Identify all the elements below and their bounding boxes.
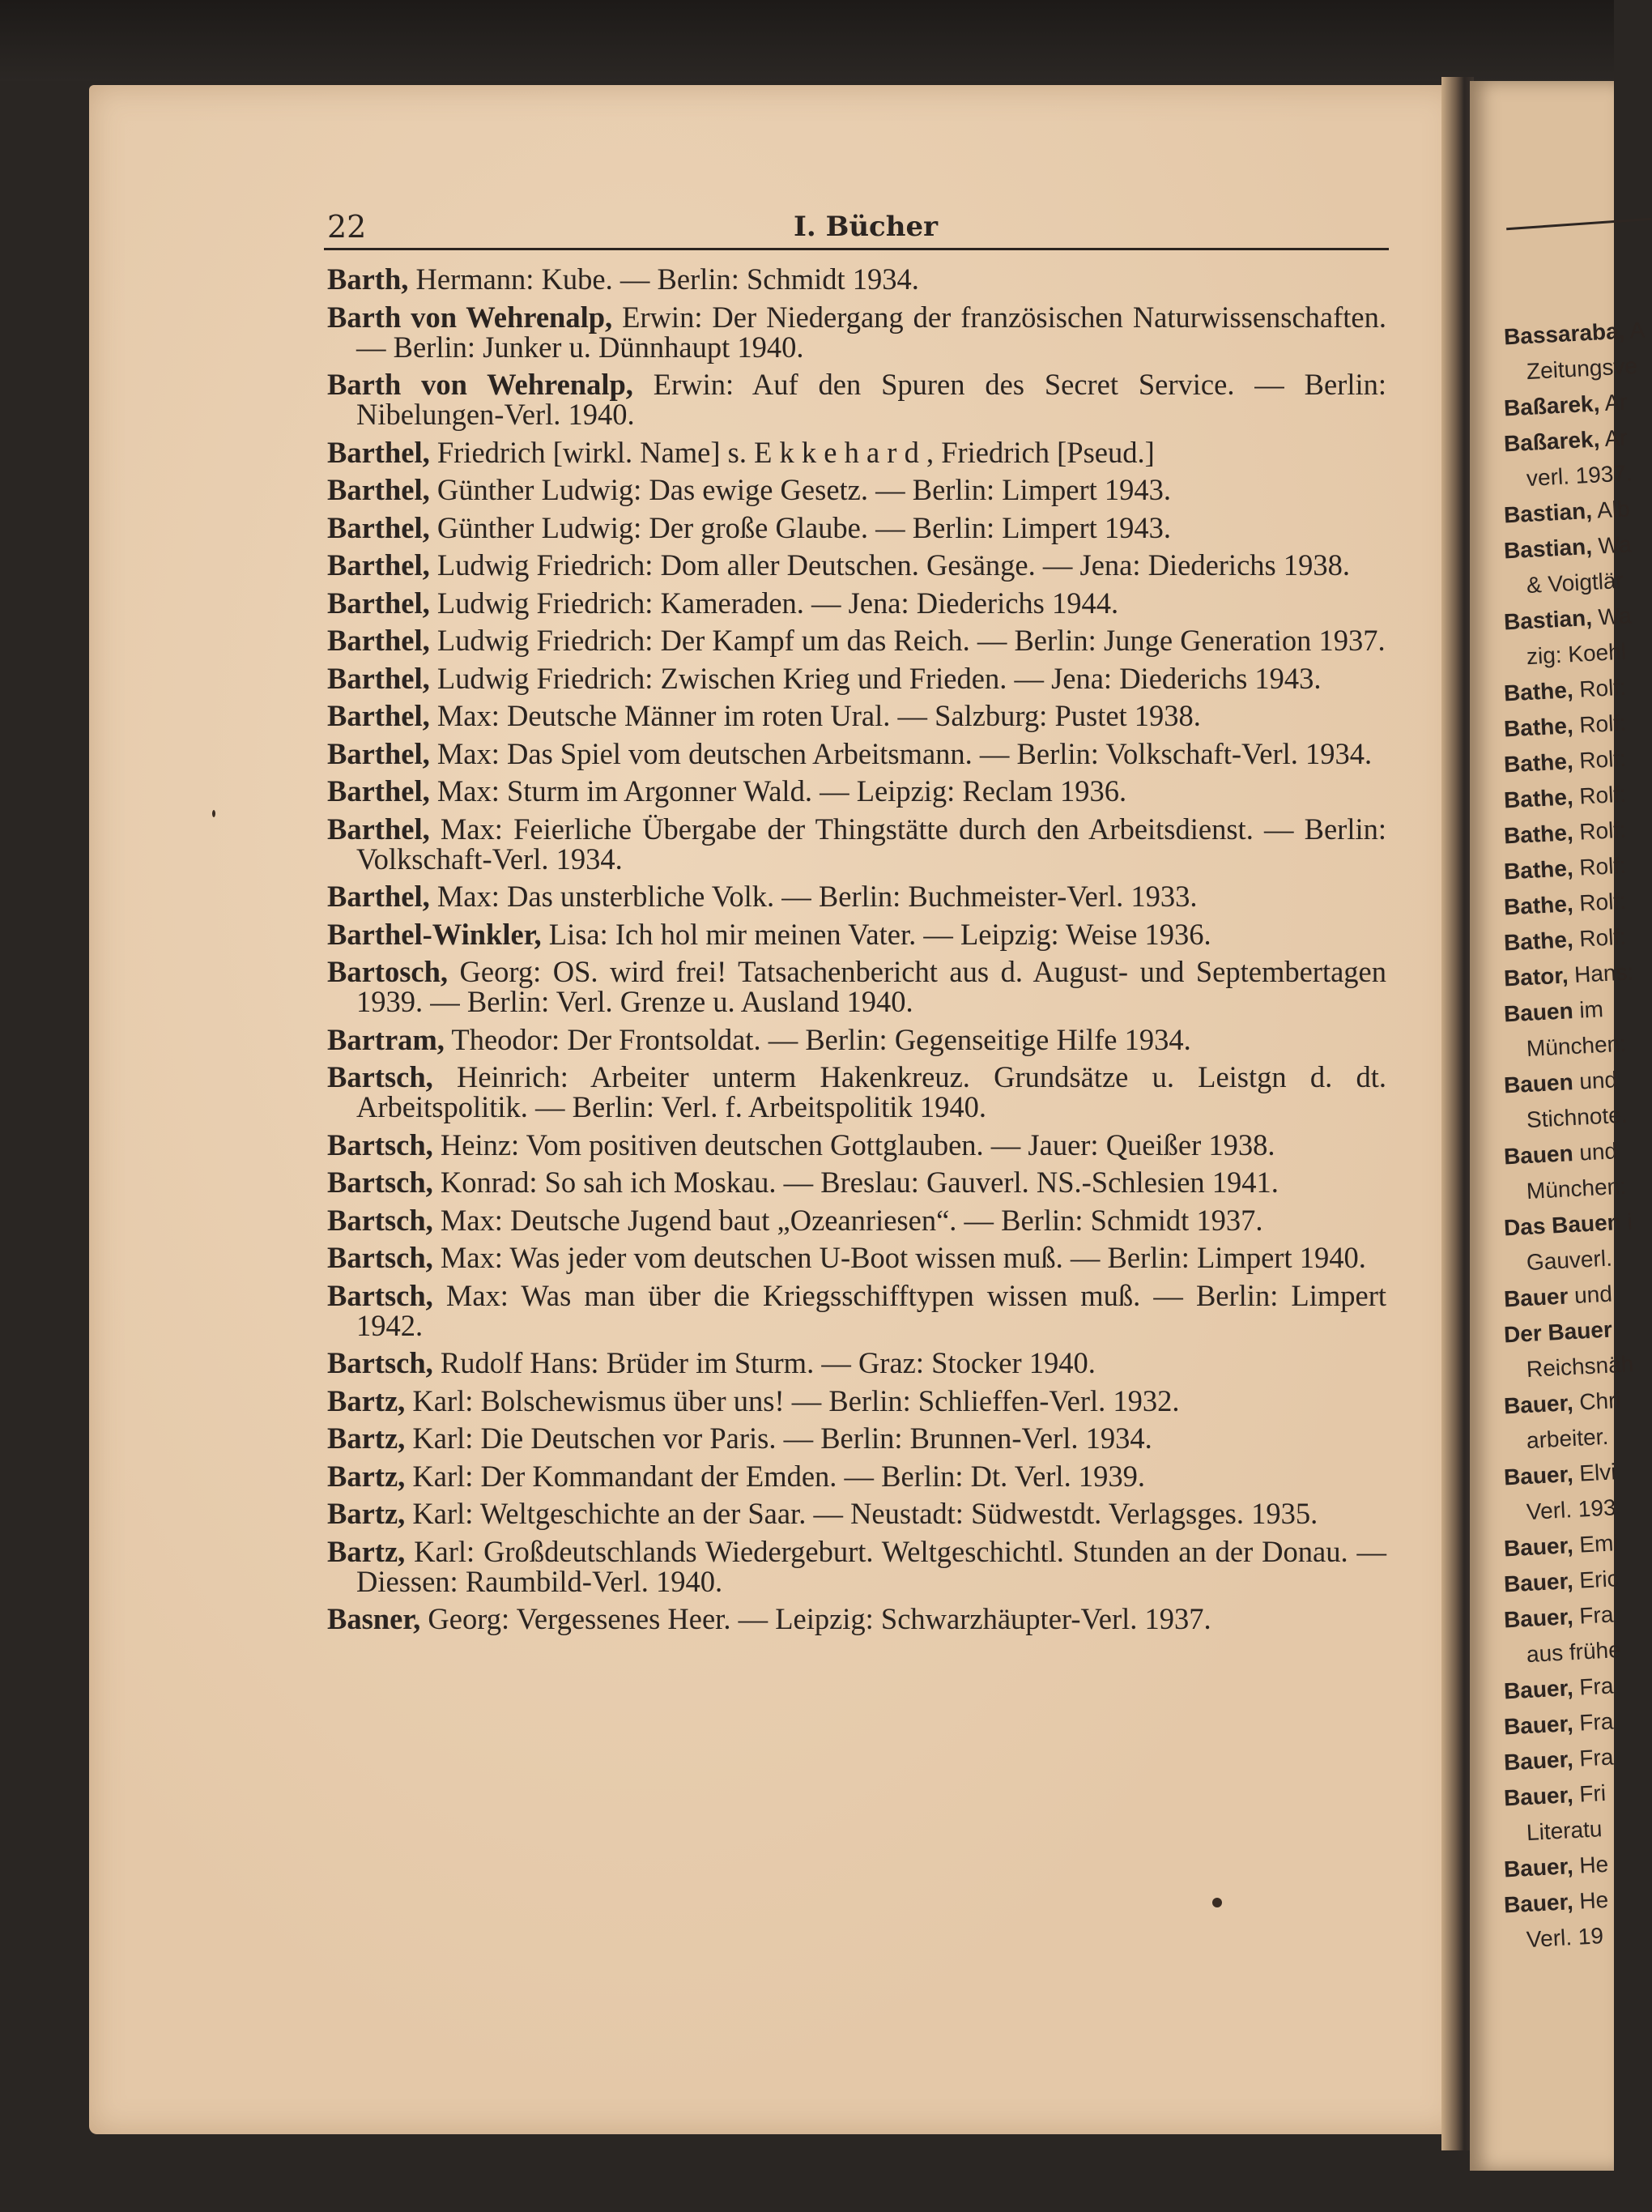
page-number: 22 [327, 209, 367, 245]
facing-page-author: Bauer [1503, 1283, 1569, 1312]
running-head: I. Bücher [794, 211, 939, 243]
paper-stain [1212, 1898, 1222, 1907]
bibliography-entry [327, 1461, 1386, 1491]
facing-page-author: Bauer, [1503, 1390, 1574, 1419]
scan-background [0, 0, 1614, 81]
entry-text: Ludwig Friedrich: Zwischen Krieg und Frieden. — Jena: Diederichs 1943. [429, 661, 1322, 695]
facing-page-author: Bathe, [1503, 927, 1574, 956]
entry-author: Bartosch, [327, 955, 449, 988]
facing-page-author: Bathe, [1503, 677, 1574, 706]
entry-author: Bartram, [327, 1022, 445, 1056]
facing-page-author: Bauer, [1503, 1532, 1574, 1562]
facing-page-text: arbeiter. [1526, 1423, 1609, 1454]
entry-author: Barthel, [327, 774, 430, 808]
facing-page-text: Elvi [1572, 1459, 1617, 1487]
facing-page-author: Bathe, [1503, 855, 1574, 884]
facing-page-text: Verl. 19 [1526, 1923, 1604, 1953]
facing-page-text: Reichsnäh [1526, 1351, 1634, 1383]
paper-stain [212, 810, 215, 817]
facing-page-text: Rolf: [1572, 745, 1627, 774]
facing-page-author: Baßarek, [1503, 390, 1601, 421]
facing-page-text: Rolf: [1572, 852, 1627, 881]
bibliography-entry [327, 919, 1386, 949]
entry-text: Hermann: Kube. — Berlin: Schmidt 1934. [408, 262, 919, 296]
facing-page-author: Bathe, [1503, 891, 1574, 920]
bibliography-entry [327, 588, 1386, 618]
entry-text: Rudolf Hans: Brüder im Sturm. — Graz: Stocker 1940. [432, 1346, 1096, 1379]
book-gutter [1441, 77, 1474, 2150]
entry-text: Ludwig Friedrich: Der Kampf um das Reich. — Berlin: Junge Generation 1937. [429, 624, 1386, 657]
facing-page-text: Fri [1572, 1779, 1607, 1808]
entry-author: Basner, [327, 1602, 421, 1635]
entry-author: Bartsch, [327, 1278, 433, 1312]
facing-page-text: Ar [1599, 424, 1629, 452]
facing-page-author: Bastian, [1503, 604, 1593, 635]
facing-page-header-rule [1506, 218, 1652, 231]
facing-page-text: Rolf: [1572, 710, 1627, 739]
facing-page-author: Bauen [1503, 1069, 1574, 1098]
facing-page-text: und [1572, 1067, 1618, 1095]
facing-page-text: Literatu [1526, 1816, 1603, 1846]
bibliography-entry [327, 1167, 1386, 1197]
facing-page-text: Hans: [1567, 959, 1634, 988]
facing-page-author: Bauen [1503, 1140, 1574, 1170]
entry-author: Bartz, [327, 1383, 406, 1417]
facing-page-text: Fra [1572, 1601, 1615, 1630]
entry-author: Barthel, [327, 548, 430, 582]
entry-author: Barth, [327, 262, 409, 296]
facing-page-text: Gauverl. [1526, 1245, 1613, 1276]
facing-page-text: aus frühe [1526, 1637, 1622, 1668]
entry-text: Ludwig Friedrich: Dom aller Deutschen. Gesänge. — Jena: Diederichs 1938. [429, 548, 1350, 582]
bibliography-entry [327, 881, 1386, 911]
entry-author: Bartz, [327, 1497, 406, 1530]
facing-page-text: Wa [1591, 603, 1633, 630]
facing-page-text: Fra [1572, 1673, 1615, 1701]
entry-author: Bartsch, [327, 1166, 433, 1199]
bibliography-entry [327, 701, 1386, 731]
entry-text: Günther Ludwig: Der große Glaube. — Berlin: Limpert 1943. [429, 510, 1172, 544]
facing-page-author: Bauer, [1503, 1853, 1574, 1882]
facing-page-author: Bassaraba, [1503, 318, 1626, 350]
facing-page-text: und [1567, 1281, 1613, 1309]
entry-text: Karl: Großdeutschlands Wiedergeburt. Weltgeschichtl. Stunden an der Donau. — Diessen: Raumbild-Verl. 1940. [356, 1534, 1386, 1598]
entry-text: Heinz: Vom positiven deutschen Gottglauben. — Jauer: Queißer 1938. [432, 1127, 1275, 1161]
entry-text: Max: Das Spiel vom deutschen Arbeitsmann. — Berlin: Volkschaft-Verl. 1934. [429, 736, 1373, 770]
entry-text: Lisa: Ich hol mir meinen Vater. — Leipzig: Weise 1936. [541, 917, 1211, 951]
bibliography-entry [327, 1423, 1386, 1453]
entry-author: Barth von Wehrenalp, [327, 368, 633, 401]
bibliography-entry [327, 1022, 1386, 1056]
entry-text: Karl: Die Deutschen vor Paris. — Berlin: Brunnen-Verl. 1934. [405, 1421, 1152, 1455]
entry-text: Konrad: So sah ich Moskau. — Breslau: Gauverl. NS.-Schlesien 1941. [432, 1166, 1279, 1199]
bibliography-entry [327, 369, 1386, 429]
bibliography-entry [327, 625, 1386, 655]
bibliography-entry [327, 1242, 1386, 1272]
entry-text: Heinrich: Arbeiter unterm Hakenkreuz. Grundsätze u. Leistgn d. dt. Arbeitspolitik. — Berlin: Verl. f. Arbeitspolitik 1940. [356, 1060, 1386, 1123]
facing-page-text: Ar [1599, 389, 1629, 416]
facing-page-author: Das Bauen [1503, 1209, 1622, 1241]
facing-page-author: Bauer, [1503, 1604, 1574, 1633]
bibliography-entry [327, 475, 1386, 505]
entry-text: Max: Das unsterbliche Volk. — Berlin: Buchmeister-Verl. 1933. [429, 880, 1198, 913]
facing-page-author: Bauer, [1503, 1461, 1574, 1490]
facing-page-author: Bathe, [1503, 820, 1574, 849]
facing-page-text: He [1572, 1886, 1609, 1915]
facing-page-text: im [1572, 996, 1604, 1024]
entry-text: Georg: Vergessenes Heer. — Leipzig: Schwarzhäupter-Verl. 1937. [420, 1602, 1211, 1635]
facing-page-text: Rolf: [1572, 674, 1627, 703]
facing-page-text: A [1624, 317, 1646, 343]
bibliography-entry [327, 776, 1386, 806]
facing-page-text: Rolf: [1572, 888, 1627, 917]
page-header [324, 202, 1389, 250]
entry-author: Barthel, [327, 699, 430, 732]
entry-author: Bartsch, [327, 1203, 433, 1237]
bibliography-entry [327, 302, 1386, 362]
bibliography-entry [327, 550, 1386, 580]
facing-page-text: München: [1526, 1173, 1627, 1204]
bibliography-entry [327, 510, 1386, 544]
entry-author: Bartz, [327, 1459, 406, 1493]
entry-author: Barthel, [327, 812, 430, 846]
bibliography-entry [327, 1205, 1386, 1235]
entry-text: Karl: Bolschewismus über uns! — Berlin: Schlieffen-Verl. 1932. [405, 1383, 1180, 1417]
facing-page-author: Der Bauer [1503, 1316, 1613, 1348]
facing-page-author: Bauer, [1503, 1711, 1574, 1740]
facing-page-author: Bauer, [1503, 1675, 1574, 1704]
entry-author: Bartz, [327, 1534, 406, 1568]
entry-text: Max: Feierliche Übergabe der Thingstätte durch den Arbeitsdienst. — Berlin: Volkschaft-Verl. 1934. [356, 812, 1386, 876]
facing-page-text: Eric [1572, 1566, 1620, 1594]
entry-text: Max: Deutsche Jugend baut „Ozeanriesen“. — Berlin: Schmidt 1937. [432, 1203, 1263, 1237]
entry-text: Max: Was jeder vom deutschen U-Boot wissen muß. — Berlin: Limpert 1940. [432, 1241, 1366, 1274]
entry-author: Barth von Wehrenalp, [327, 300, 613, 334]
facing-page-text: verl. 1937. [1526, 460, 1633, 492]
entry-author: Barthel, [327, 435, 430, 469]
facing-page-author: Baßarek, [1503, 426, 1601, 457]
entry-text: Max: Deutsche Männer im roten Ural. — Salzburg: Pustet 1938. [429, 699, 1201, 732]
bibliography-entry [327, 663, 1386, 693]
bibliography-entry [327, 1062, 1386, 1122]
facing-page-author: Bator, [1503, 962, 1569, 991]
entry-author: Bartsch, [327, 1060, 433, 1093]
facing-page-author: Bathe, [1503, 713, 1574, 742]
entry-author: Barthel, [327, 473, 430, 506]
entry-author: Barthel, [327, 624, 430, 657]
entry-text: Karl: Weltgeschichte an der Saar. — Neustadt: Südwestdt. Verlagsges. 1935. [405, 1497, 1318, 1530]
facing-page-lines [1504, 316, 1645, 1955]
facing-page-text: Alb [1591, 496, 1631, 523]
facing-page-author: Bastian, [1503, 497, 1593, 528]
facing-page-text: zig: Koehl [1526, 638, 1627, 670]
facing-page-text: Zeitungsve [1526, 352, 1638, 385]
facing-page-text: Rolf: [1572, 816, 1627, 846]
facing-page-author: Bauen [1503, 998, 1574, 1027]
facing-page-text: Rolf: [1572, 923, 1627, 953]
bibliography-entry [327, 1536, 1386, 1596]
bibliography-list [327, 264, 1386, 1642]
facing-page-author: Bauer, [1503, 1889, 1574, 1918]
bibliography-entry [327, 814, 1386, 874]
bibliography-entry [327, 1498, 1386, 1528]
facing-page-text: & Voigtlär [1526, 567, 1624, 599]
entry-author: Barthel, [327, 586, 430, 620]
facing-page-text: Emi [1572, 1530, 1620, 1558]
entry-text: Theodor: Der Frontsoldat. — Berlin: Gegenseitige Hilfe 1934. [444, 1022, 1191, 1056]
facing-page-author: Bauer, [1503, 1782, 1574, 1811]
entry-author: Bartsch, [327, 1241, 433, 1274]
facing-page-text: i [1620, 1208, 1633, 1234]
facing-page-text: Fra [1572, 1744, 1615, 1772]
facing-page-text: Wa [1591, 531, 1633, 559]
facing-page-text: und [1572, 1138, 1618, 1166]
entry-author: Barthel-Winkler, [327, 917, 542, 951]
bibliography-entry [327, 264, 1386, 294]
bibliography-entry [327, 1348, 1386, 1378]
bibliography-entry [327, 736, 1386, 770]
entry-text: Erwin: Der Niedergang der französischen Naturwissenschaften. — Berlin: Junker u. Dünnhaupt 1940. [356, 300, 1387, 364]
facing-page-text: Verl. 193 [1526, 1494, 1617, 1525]
facing-page-author: Bauer, [1503, 1746, 1574, 1775]
entry-text: Max: Sturm im Argonner Wald. — Leipzig: Reclam 1936. [429, 774, 1127, 808]
entry-text: Karl: Der Kommandant der Emden. — Berlin: Dt. Verl. 1939. [405, 1459, 1145, 1493]
entry-author: Bartz, [327, 1421, 406, 1455]
entry-author: Barthel, [327, 510, 430, 544]
bibliography-entry [327, 1127, 1386, 1161]
facing-page-fragment [1470, 81, 1646, 2171]
entry-text: Georg: OS. wird frei! Tatsachenbericht aus d. August- und Septembertagen 1939. — Berlin: Verl. Grenze u. Ausland 1940. [356, 955, 1386, 1018]
entry-text: Erwin: Auf den Spuren des Secret Service. — Berlin: Nibelungen-Verl. 1940. [356, 368, 1386, 431]
facing-page-text: Chri [1572, 1387, 1622, 1416]
entry-author: Barthel, [327, 880, 430, 913]
entry-author: Barthel, [327, 736, 430, 770]
entry-author: Bartsch, [327, 1127, 433, 1161]
entry-text: Günther Ludwig: Das ewige Gesetz. — Berlin: Limpert 1943. [429, 473, 1172, 506]
entry-text: Friedrich [wirkl. Name] s. E k k e h a r d , Friedrich [Pseud.] [429, 435, 1155, 469]
facing-page-text: Fra [1572, 1708, 1615, 1737]
facing-page-author: Bathe, [1503, 784, 1574, 813]
bibliography-entry [327, 1604, 1386, 1634]
entry-author: Bartsch, [327, 1346, 433, 1379]
bibliography-entry [327, 1278, 1386, 1342]
facing-page-text: He [1572, 1851, 1609, 1879]
facing-page-author: Bathe, [1503, 748, 1574, 778]
entry-text: Max: Was man über die Kriegsschifftypen wissen muß. — Berlin: Limpert 1942. [356, 1278, 1386, 1342]
entry-author: Barthel, [327, 661, 430, 695]
facing-page-line [1503, 1916, 1646, 1958]
entry-text: Ludwig Friedrich: Kameraden. — Jena: Diederichs 1944. [429, 586, 1119, 620]
bibliography-entry [327, 1383, 1386, 1417]
facing-page-author: Bastian, [1503, 533, 1593, 564]
facing-page-author: Bauer, [1503, 1568, 1574, 1597]
bibliography-entry [327, 437, 1386, 467]
bibliography-entry [327, 957, 1386, 1016]
facing-page-text: München: [1526, 1030, 1627, 1062]
facing-page-text: Rolf: [1572, 781, 1627, 810]
facing-page-text: Stichnote. [1526, 1102, 1629, 1133]
